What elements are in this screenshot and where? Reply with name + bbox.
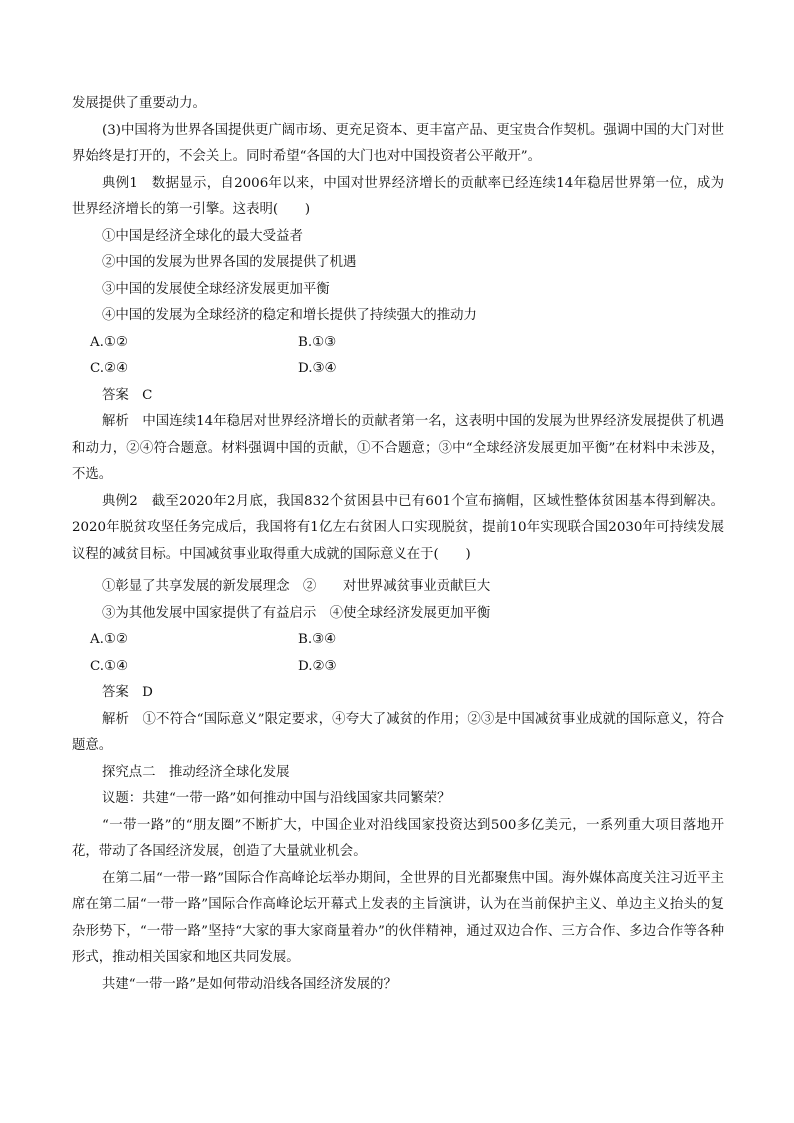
topic-heading: 议题：共建“一带一路”如何推动中国与沿线国家共同繁荣？: [102, 791, 451, 806]
example-1-stem: 典例1 数据显示，自2006年以来，中国对世界经济增长的贡献率已经连续14年稳居世界第一位，成为世界经济增长的第一引擎。这表明( ): [72, 175, 724, 217]
example-1-item-3: ③中国的发展使全球经济发展更加平衡: [102, 281, 330, 297]
example-2-option-b: B.③④: [298, 632, 337, 647]
example-1-item-4: ④中国的发展为全球经济的稳定和增长提供了持续强大的推动力: [102, 308, 477, 323]
paragraph-continuation: 发展提供了重要动力。: [72, 96, 206, 111]
paragraph-forum: 在第二届“一带一路”国际合作高峰论坛举办期间，全世界的目光都聚焦中国。海外媒体高度关注习近平主席在第二届“一带一路”国际合作高峰论坛开幕式上发表的主旨演讲，认为在当前保护主义、单边主义抬头的复杂形势下，“一带一路”坚持“大家的事大家商量着办”的伙伴精神，通过双边合作、三方合作、多边合作等各种形式，推动相关国家和地区共同发展。: [72, 870, 724, 965]
paragraph-belt-road-friends: “一带一路”的“朋友圈”不断扩大，中国企业对沿线国家投资达到500多亿美元，一系列重大项目落地开花，带动了各国经济发展，创造了大量就业机会。: [72, 817, 724, 859]
example-2-stem: 典例2 截至2020年2月底，我国832个贫困县中已有601个宣布摘帽，区域性整体贫困基本得到解决。2020年脱贫攻坚任务完成后，我国将有1亿左右贫困人口实现脱贫，提前10年实现联合国2030年可持续发展议程的减贫目标。中国减贫事业取得重大成就的国际意义在于( ): [72, 493, 724, 562]
example-2-answer: 答案 D: [102, 685, 153, 700]
discussion-question: 共建“一带一路”是如何带动沿线各国经济发展的？: [102, 976, 397, 992]
document-page: [72, 91, 724, 998]
example-1-answer: 答案 C: [102, 387, 153, 403]
example-1-item-1: ①中国是经济全球化的最大受益者: [102, 228, 303, 244]
example-1-option-a: A.①②: [90, 334, 128, 350]
paragraph-point-3: (3)中国将为世界各国提供更广阔市场、更充足资本、更丰富产品、更宝贵合作契机。强调中国的大门对世界始终是打开的，不会关上。同时希望“各国的大门也对中国投资者公平敞开”。: [72, 122, 724, 164]
example-2-option-a: A.①②: [90, 632, 128, 647]
example-2-item-row-2: ③为其他发展中国家提供了有益启示 ④使全球经济发展更加平衡: [102, 605, 491, 621]
example-2-option-d: D.②③: [298, 658, 337, 674]
example-2: [72, 489, 724, 760]
section-title: 探究点二 推动经济全球化发展: [102, 764, 290, 780]
example-1-option-d: D.③④: [298, 361, 337, 376]
example-2-options-row-2: [72, 654, 724, 681]
example-2-item-row-1: ①彰显了共享发展的新发展理念 ② 对世界减贫事业贡献巨大: [102, 579, 491, 594]
example-2-option-c: C.①④: [90, 658, 129, 674]
example-1-options-row-1: [72, 330, 724, 357]
example-2-options-row-1: [72, 627, 724, 654]
example-1: [72, 171, 724, 489]
example-1-option-c: C.②④: [90, 361, 129, 376]
example-1-options-row-2: [72, 356, 724, 383]
example-1-analysis: 解析 中国连续14年稳居对世界经济增长的贡献者第一名，这表明中国的发展为世界经济发展提供了机遇和动力，②④符合题意。材料强调中国的贡献，①不合题意；③中“全球经济发展更加平衡”在材料中未涉及，不选。: [72, 414, 724, 482]
example-1-option-b: B.①③: [298, 334, 337, 350]
example-2-analysis: 解析 ①不符合“国际意义”限定要求，④夸大了减贫的作用；②③是中国减贫事业成就的国际意义，符合题意。: [72, 711, 724, 753]
example-1-item-2: ②中国的发展为世界各国的发展提供了机遇: [102, 255, 357, 270]
